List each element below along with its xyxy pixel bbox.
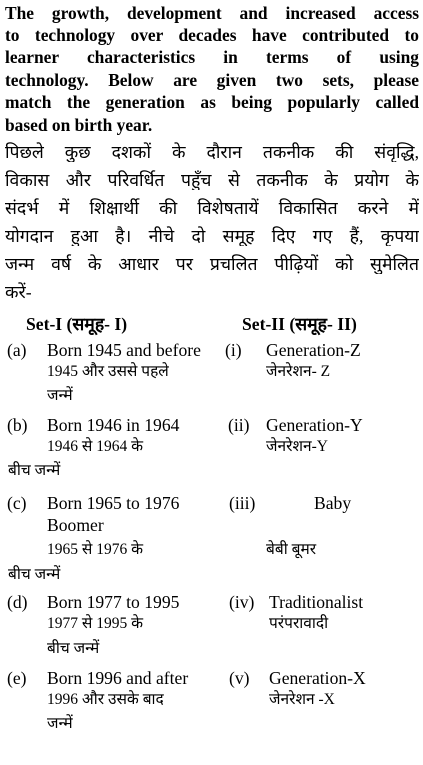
set2-heading: Set-II (समूह- II)	[242, 314, 357, 334]
set1-item-hindi: 1946 से 1964 के	[47, 438, 144, 455]
set2-item-english: Generation-Y	[266, 415, 363, 435]
set2-item-label: (v)	[229, 668, 250, 688]
set2-item-hindi: जेनरेशन -X	[269, 691, 335, 708]
set2-item-hindi: परंपरावादी	[269, 615, 329, 632]
set1-item-english-2: Boomer	[47, 515, 104, 535]
set1-item-label: (c)	[7, 493, 27, 513]
question-en-line-3: learner characteristics in terms of using	[5, 47, 419, 67]
set1-item-hindi-2: जन्में	[47, 715, 73, 732]
set1-item-hindi: 1996 और उसके बाद	[47, 691, 164, 708]
question-en-line-5: match the generation as being popularly called	[5, 92, 419, 112]
set2-item-english: Generation-X	[269, 668, 366, 688]
set1-item-label: (a)	[7, 340, 27, 360]
set2-item-english: Generation-Z	[266, 340, 361, 360]
set2-item-english: Traditionalist	[269, 592, 364, 612]
set1-item-english: Born 1965 to 1976	[47, 493, 180, 513]
set1-item-hindi: 1945 और उससे पहले	[47, 363, 169, 380]
question-hi-line-5: जन्म वर्ष के आधार पर प्रचलित पीढ़ियों को सुमेलित	[5, 254, 419, 274]
set1-item-english: Born 1977 to 1995	[47, 592, 180, 612]
set1-item-english: Born 1996 and after	[47, 668, 189, 688]
set1-heading: Set-I (समूह- I)	[26, 314, 128, 334]
question-hi-line-4: योगदान हुआ है। नीचे दो समूह दिए गए हैं, कृपया	[5, 226, 419, 246]
set1-item-hindi: 1965 से 1976 के	[47, 541, 144, 558]
set2-item-label: (ii)	[228, 415, 250, 435]
set1-item-english: Born 1945 and before	[47, 340, 201, 360]
set2-item-hindi: जेनरेशन- Z	[266, 363, 331, 380]
set1-item-hindi-2: बीच जन्में	[8, 566, 61, 583]
question-en-line-2: to technology over decades have contributed to	[5, 25, 419, 45]
set1-item-label: (b)	[7, 415, 28, 435]
set1-item-hindi-2: बीच जन्में	[47, 640, 100, 657]
question-hi-line-6: करें-	[5, 282, 32, 302]
question-hi-line-2: विकास और परिवर्धित पहुँच से तकनीक के प्रयोग के	[5, 170, 419, 190]
set1-item-label: (d)	[7, 592, 28, 612]
set2-item-label: (i)	[225, 340, 242, 360]
set1-item-label: (e)	[7, 668, 27, 688]
set2-item-label: (iii)	[229, 493, 256, 513]
set2-item-english: Baby	[314, 493, 352, 513]
question-en-line-6: based on birth year.	[5, 115, 153, 135]
set2-item-hindi: बेबी बूमर	[266, 541, 317, 558]
set1-item-english: Born 1946 in 1964	[47, 415, 180, 435]
question-hi-line-3: संदर्भ में शिक्षार्थी की विशेषतायें विकासित करने में	[5, 198, 419, 218]
set2-item-label: (iv)	[229, 592, 255, 612]
question-en-line-4: technology. Below are given two sets, please	[5, 70, 419, 90]
set1-item-hindi-2: जन्में	[47, 387, 73, 404]
question-hi-line-1: पिछले कुछ दशकों के दौरान तकनीक की संवृद्धि,	[5, 142, 419, 162]
set1-item-hindi-2: बीच जन्में	[8, 462, 61, 479]
set2-item-hindi: जेनरेशन-Y	[266, 438, 328, 455]
question-en-line-1: The growth, development and increased access	[5, 3, 419, 23]
set1-item-hindi: 1977 से 1995 के	[47, 615, 144, 632]
